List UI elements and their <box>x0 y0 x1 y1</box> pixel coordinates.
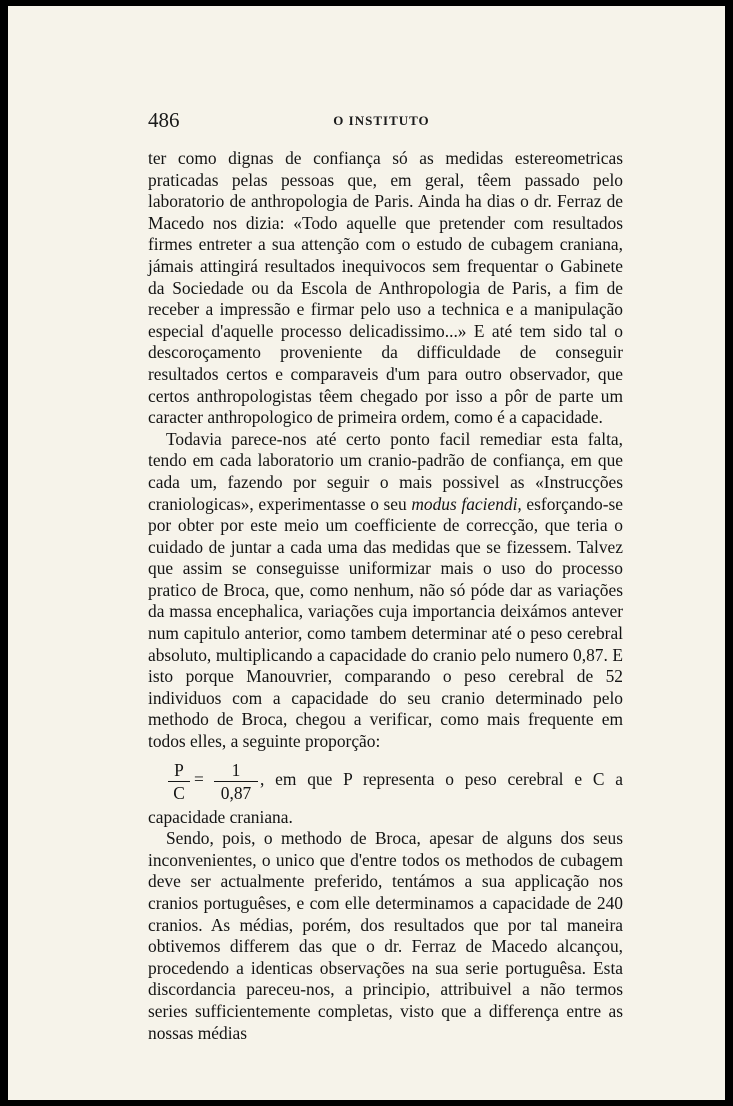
fraction-p-over-c <box>168 759 190 804</box>
fraction-one-over-087 <box>214 759 258 804</box>
formula <box>148 759 623 807</box>
paragraph-3: Sendo, pois, o methodo de Broca, apesar de alguns dos seus inconvenientes, o unico que d'entre todos os methodos de cubagem deve ser actualmente preferido, tentámos a sua applicação nos cranios portuguêses, e com elle determinamos a capacidade de 240 cranios. As médias, porém, dos resultados que por tal maneira obtivemos differem das que o dr. Ferraz de Macedo alcançou, procedendo a identicas observações na sua serie portuguêsa. Esta discordancia pareceu-nos, a principio, attribuivel a não termos series sufficientemente completas, visto que a differença entre as nossas médias <box>148 828 623 1043</box>
page-number: 486 <box>148 108 180 132</box>
fraction-denominator: C <box>173 782 185 803</box>
equals-sign: = <box>194 768 204 789</box>
paragraph-2-part-1: Todavia parece-nos até certo ponto facil remediar esta falta, tendo em cada laboratorio um cranio-padrão de confiança, em que cada um, fazendo por seguir o mais possivel as «Instrucções craniologicas», experimentasse o seu <box>148 428 623 514</box>
running-title: O INSTITUTO <box>333 113 430 128</box>
paragraph-2-part-2: esforçando-se por obter por este meio um coefficiente de correcção, que teria o cuidado de juntar a cada uma das medidas que se fizessem. Talvez que assim se conseguisse uniformizar mais o uso do processo pratico de Broca, que, como nenhum, não só póde dar as variações da massa encephalica, variações cuja importancia deixámos antever num capitulo anterior, como tambem determinar até o peso cerebral absoluto, multiplicando a capacidade do cranio pelo numero 0,87. E isto porque Manouvrier, comparando o peso cerebral de 52 individuos com a capacidade do seu cranio determinado pelo methodo de Broca, chegou a verificar, como mais frequente em todos elles, a seguinte proporção: <box>148 493 623 752</box>
fraction-numerator: P <box>168 759 190 782</box>
formula-description: , em que P representa o peso cerebral e C a <box>260 768 623 789</box>
fraction-denominator: 0,87 <box>220 782 252 803</box>
formula-continuation: capacidade craniana. <box>148 806 293 827</box>
fraction-numerator: 1 <box>214 759 258 782</box>
paragraph-2-italic: modus faciendi, <box>411 493 522 514</box>
body-text <box>148 148 623 1044</box>
paragraph-1: ter como dignas de confiança só as medidas estereometricas praticadas pelas pessoas que, em geral, têem passado pelo laboratorio de anthropologia de Paris. Ainda ha dias o dr. Ferraz de Macedo nos dizia: «Todo aquelle que pretender com resultados firmes entreter a sua attenção com o estudo de cubagem craniana, jámais attingirá resultados inequivocos sem frequentar o Gabinete da Sociedade ou da Escola de Anthropologia de Paris, a fim de receber a impressão e firmar pelo uso a technica e a manipulação especial d'aquelle processo delicadissimo...» E até tem sido tal o descoroçamento proveniente da difficuldade de conseguir resultados certos e comparaveis d'um para outro observador, que certos anthropologistas têem chegado por isso a pôr de parte um caracter anthropologico de primeira ordem, como é a capacidade. <box>148 148 623 428</box>
page-header <box>140 104 623 134</box>
document-page <box>8 6 725 1100</box>
paragraph-2 <box>148 429 623 753</box>
